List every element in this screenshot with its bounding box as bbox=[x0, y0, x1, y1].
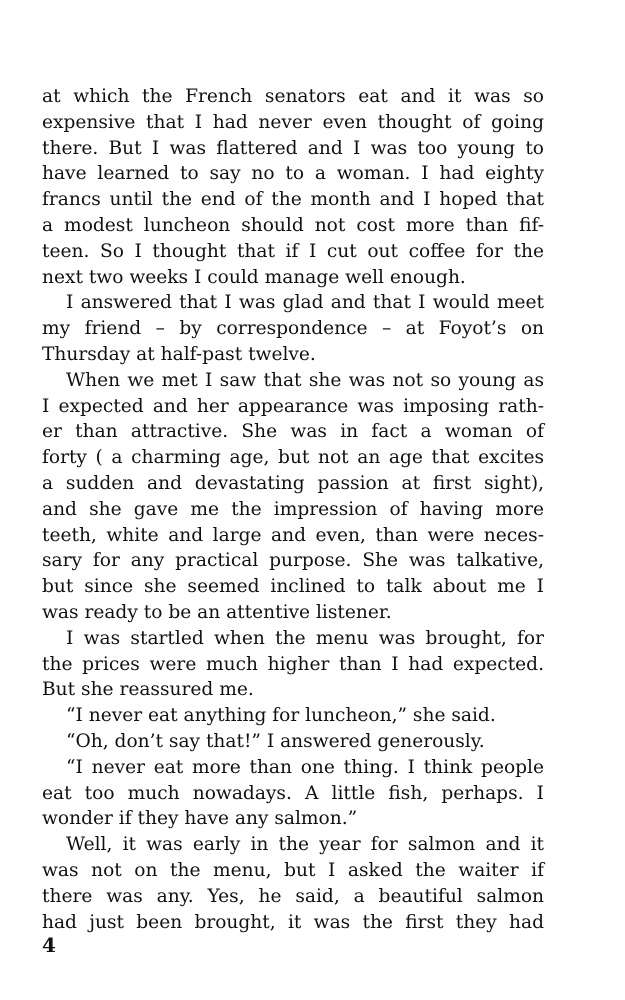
text-line: “I never eat anything for luncheon,” she said. bbox=[66, 705, 496, 727]
text-line: When we met I saw that she was not so young as bbox=[66, 369, 544, 391]
text-line: and she gave me the impression of having more bbox=[42, 498, 544, 520]
text-line: at which the French senators eat and it was so bbox=[42, 86, 544, 107]
text-line: but since she seemed inclined to talk about me I bbox=[42, 576, 544, 598]
text-line: there. But I was flattered and I was too young to bbox=[42, 137, 544, 159]
text-line: teeth, white and large and even, than were neces- bbox=[42, 524, 544, 546]
text-line: Well, it was early in the year for salmon and it bbox=[66, 834, 544, 856]
paragraph-5 bbox=[42, 703, 544, 729]
text-line: eat too much nowadays. A little fish, perhaps. I bbox=[42, 782, 544, 804]
text-line: my friend – by correspondence – at Foyot’s on bbox=[42, 318, 544, 340]
text-line: a sudden and devastating passion at first sight), bbox=[42, 472, 544, 494]
text-line: But she reassured me. bbox=[42, 679, 254, 701]
text-line: next two weeks I could manage well enough. bbox=[42, 266, 466, 288]
text-line: Thursday at half-past twelve. bbox=[42, 343, 316, 365]
text-line: had just been brought, it was the first they had bbox=[42, 911, 544, 933]
text-line: francs until the end of the month and I hoped that bbox=[42, 189, 544, 211]
text-line: I answered that I was glad and that I would meet bbox=[66, 292, 544, 314]
paragraph-7 bbox=[42, 755, 544, 832]
text-line: was not on the menu, but I asked the waiter if bbox=[42, 859, 544, 881]
paragraph-1 bbox=[42, 84, 544, 290]
text-line: was ready to be an attentive listener. bbox=[42, 601, 392, 623]
text-line: I expected and her appearance was imposing rath- bbox=[42, 395, 544, 417]
page-number: 4 bbox=[42, 933, 56, 957]
text-line: a modest luncheon should not cost more than fif- bbox=[42, 214, 544, 236]
text-line: “Oh, don’t say that!” I answered generously. bbox=[66, 730, 485, 752]
text-line: “I never eat more than one thing. I think people bbox=[66, 756, 544, 778]
page-body bbox=[42, 84, 544, 935]
text-line: wonder if they have any salmon.” bbox=[42, 808, 358, 830]
text-line: sary for any practical purpose. She was talkative, bbox=[42, 550, 544, 572]
paragraph-2 bbox=[42, 290, 544, 367]
paragraph-3 bbox=[42, 368, 544, 626]
paragraph-6 bbox=[42, 729, 544, 755]
text-line: I was startled when the menu was brought, for bbox=[66, 627, 544, 649]
text-line: forty ( a charming age, but not an age that excites bbox=[42, 447, 544, 469]
text-line: er than attractive. She was in fact a woman of bbox=[42, 421, 544, 443]
paragraph-8 bbox=[42, 832, 544, 935]
text-line: expensive that I had never even thought of going bbox=[42, 111, 544, 133]
text-line: the prices were much higher than I had expected. bbox=[42, 653, 544, 675]
paragraph-4 bbox=[42, 626, 544, 703]
text-line: there was any. Yes, he said, a beautiful salmon bbox=[42, 885, 544, 907]
text-line: teen. So I thought that if I cut out coffee for the bbox=[42, 240, 544, 262]
text-line: have learned to say no to a woman. I had eighty bbox=[42, 163, 544, 185]
